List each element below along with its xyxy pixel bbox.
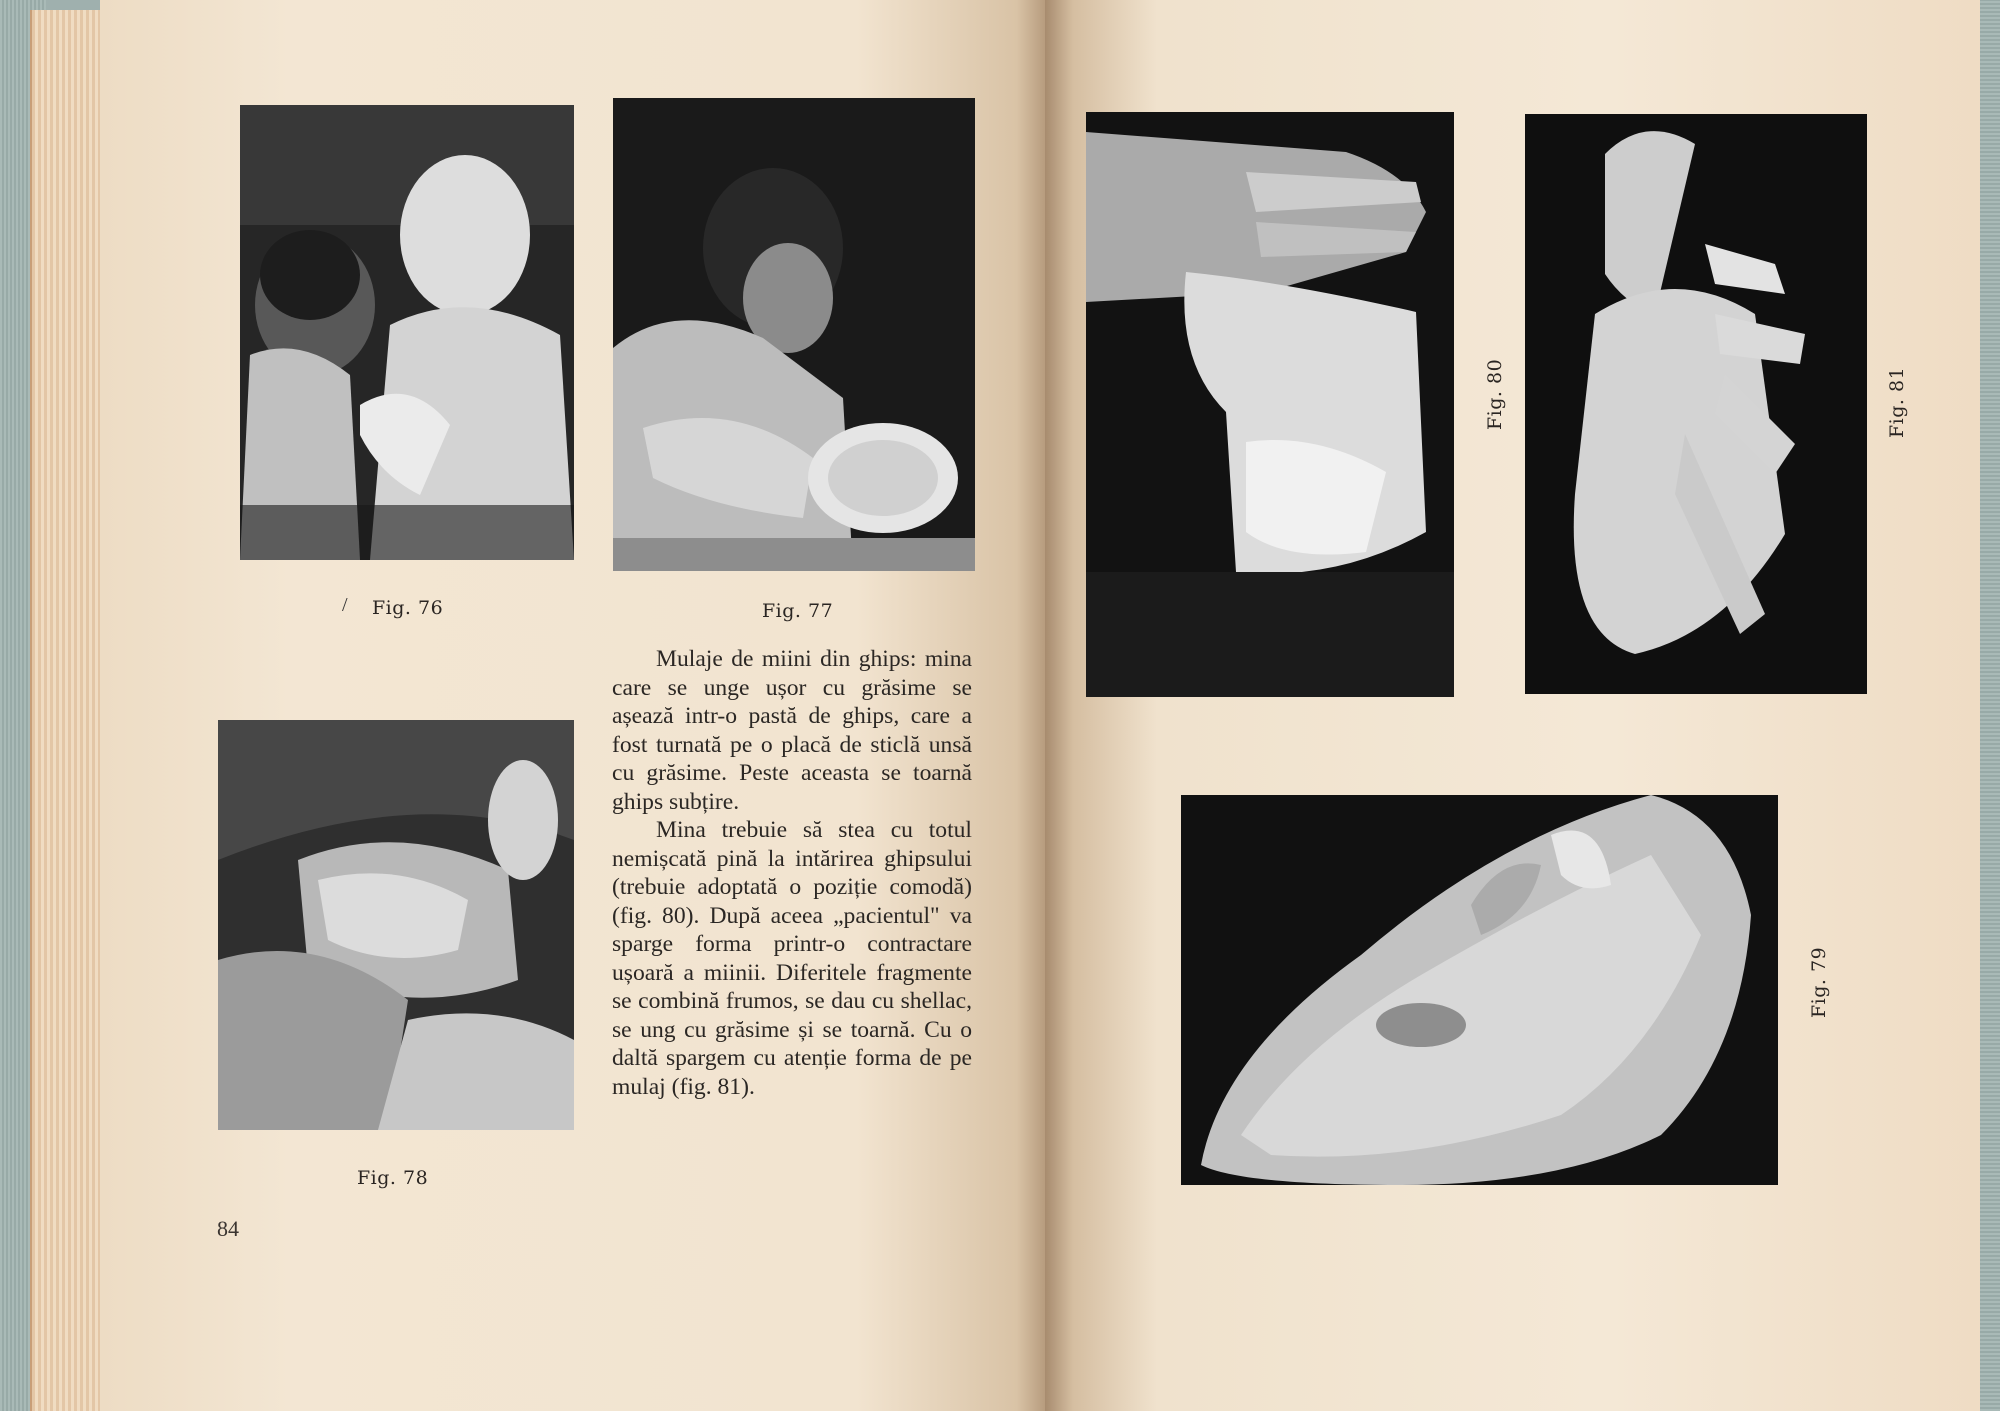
- body-text: [612, 645, 972, 1101]
- figure-78-caption: Fig. 78: [357, 1167, 429, 1189]
- stray-mark: /: [342, 594, 348, 616]
- figure-81-photo: [1525, 114, 1867, 694]
- paragraph-2: Mina trebuie să stea cu totul nemișcată pină la intărirea ghipsului (trebuie adoptată o poziție comodă) (fig. 80). După aceea „pacientul" va sparge forma printr-o contractare ușoară a miinii. Diferitele fragmente se combină frumos, se dau cu shellac, se ung cu grăsime și se toarnă. Cu o daltă spargem cu atenție forma de pe mulaj (fig. 81).: [612, 817, 972, 1100]
- figure-77-caption: Fig. 77: [762, 600, 834, 622]
- figure-77-photo: [613, 98, 975, 571]
- figure-79-photo: [1181, 795, 1778, 1185]
- figure-76-caption: Fig. 76: [372, 597, 444, 619]
- paragraph-1: Mulaje de miini din ghips: mina care se unge ușor cu grăsime se așează intr-o pastă de ghips, care a fost turnată pe o placă de sticlă unsă cu grăsime. Peste aceasta se toarnă ghips subțire.: [612, 646, 972, 815]
- figure-76-photo: [240, 105, 574, 560]
- page-number: 84: [217, 1216, 239, 1241]
- figure-80-caption: Fig. 80: [1484, 358, 1506, 430]
- figure-81-caption: Fig. 81: [1886, 366, 1908, 438]
- figure-79-caption: Fig. 79: [1808, 946, 1830, 1018]
- figure-78-photo: [218, 720, 574, 1130]
- figure-80-photo: [1086, 112, 1454, 697]
